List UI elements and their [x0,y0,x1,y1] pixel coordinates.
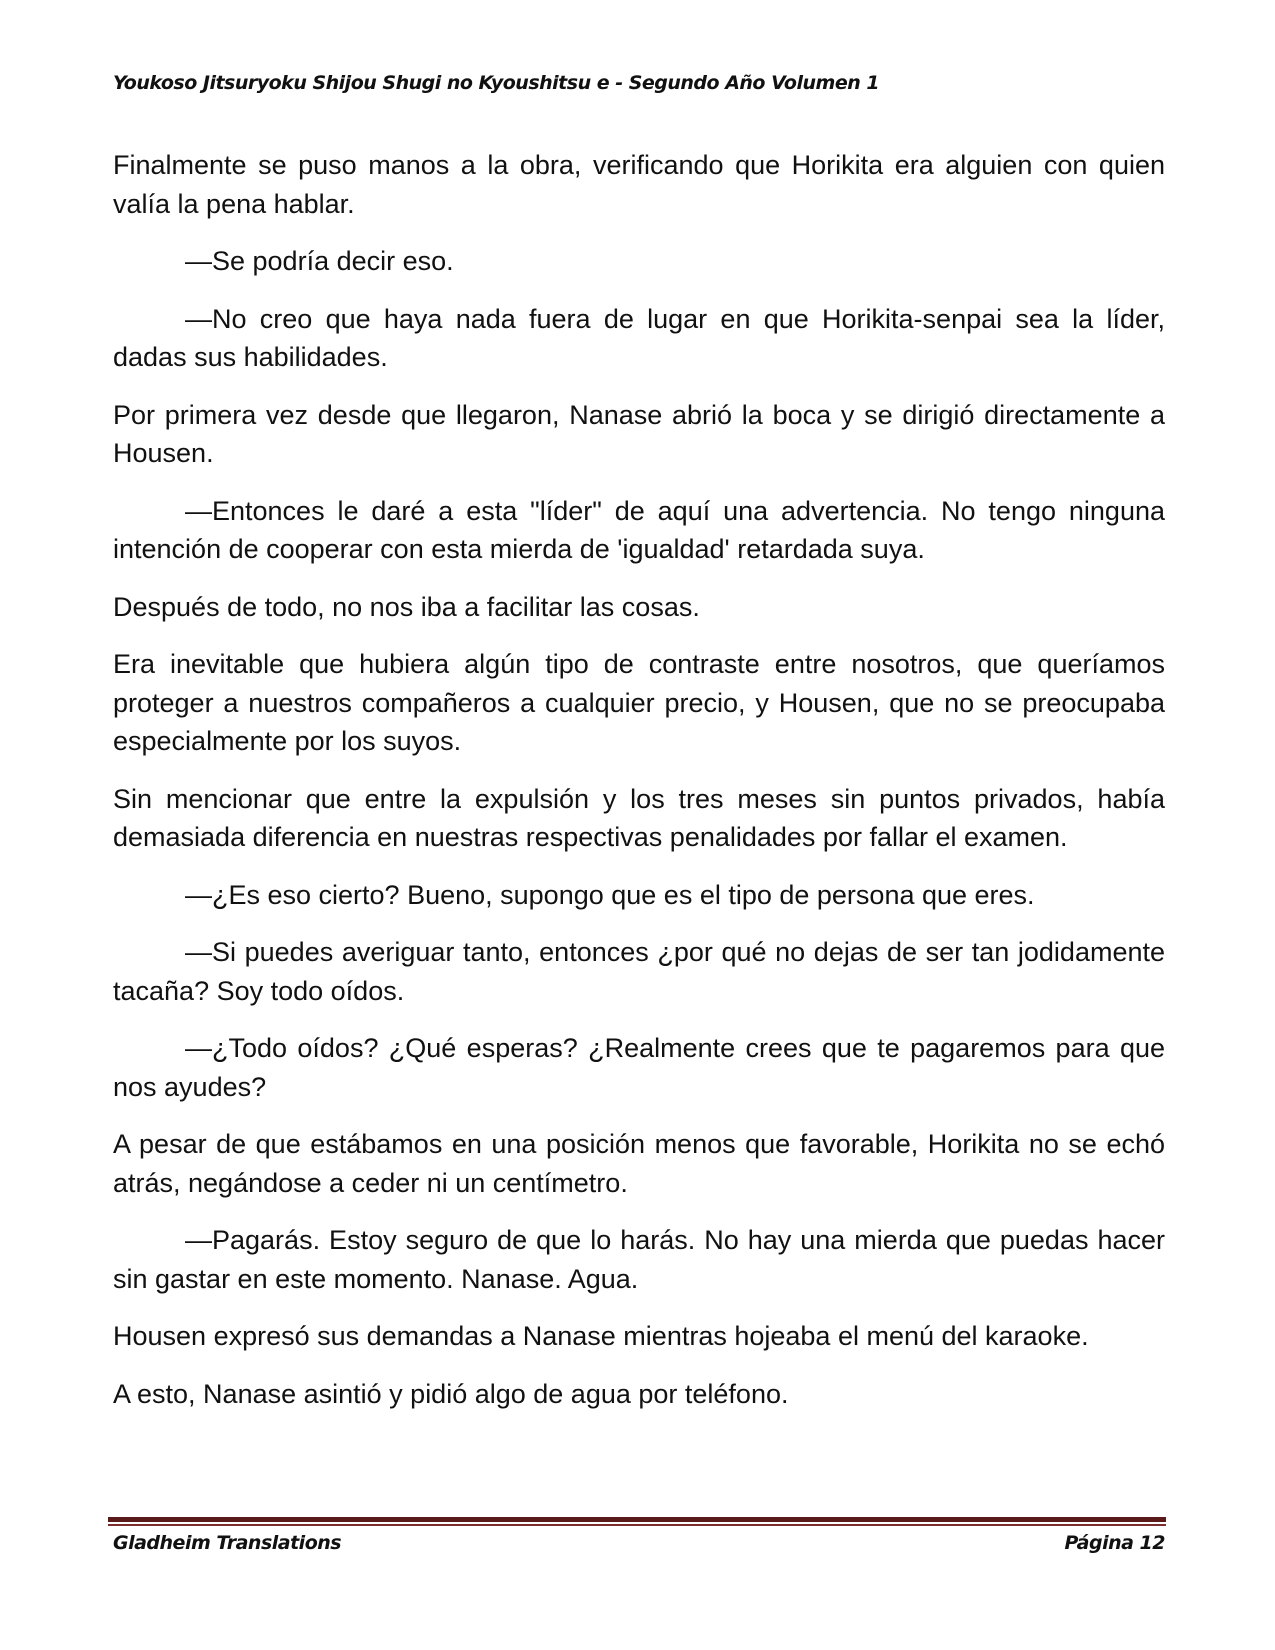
narration-paragraph: A esto, Nanase asintió y pidió algo de agua por teléfono. [113,1378,789,1409]
narration-paragraph: Finalmente se puso manos a la obra, verificando que Horikita era alguien con quien valía la pena hablar. [113,150,1165,219]
narration-paragraph: Después de todo, no nos iba a facilitar las cosas. [113,591,700,622]
dialogue-paragraph: —¿Es eso cierto? Bueno, supongo que es el tipo de persona que eres. [185,879,1035,910]
narration-paragraph: Sin mencionar que entre la expulsión y los tres meses sin puntos privados, había demasiada diferencia en nuestras respectivas penalidades por fallar el examen. [113,783,1165,852]
dialogue-paragraph: —Entonces le daré a esta "líder" de aquí una advertencia. No tengo ninguna intención de cooperar con esta mierda de 'igualdad' retardada suya. [113,495,1165,564]
footer-rule-thick [108,1517,1166,1522]
narration-paragraph: Por primera vez desde que llegaron, Nanase abrió la boca y se dirigió directamente a Housen. [113,399,1165,468]
body-text [113,146,1165,1432]
dialogue-paragraph: —Se podría decir eso. [185,246,454,276]
narration-paragraph: A pesar de que estábamos en una posición menos que favorable, Horikita no se echó atrás, negándose a ceder ni un centímetro. [113,1129,1165,1198]
dialogue-paragraph: —Pagarás. Estoy seguro de que lo harás. No hay una mierda que puedas hacer sin gastar en este momento. Nanase. Agua. [113,1225,1165,1294]
footer-rule-thin [108,1524,1166,1526]
footer-publisher: Gladheim Translations [113,1532,342,1554]
running-header: Youkoso Jitsuryoku Shijou Shugi no Kyoushitsu e - Segundo Año Volumen 1 [113,72,880,94]
narration-paragraph: Era inevitable que hubiera algún tipo de contraste entre nosotros, que queríamos proteger a nuestros compañeros a cualquier precio, y Housen, que no se preocupaba especialmente por los suyos. [113,649,1165,756]
dialogue-paragraph: —No creo que haya nada fuera de lugar en que Horikita-senpai sea la líder, dadas sus habilidades. [113,303,1165,372]
narration-paragraph: Housen expresó sus demandas a Nanase mientras hojeaba el menú del karaoke. [113,1321,1089,1351]
page-number: Página 12 [1064,1532,1165,1554]
dialogue-paragraph: —Si puedes averiguar tanto, entonces ¿por qué no dejas de ser tan jodidamente tacaña? Soy todo oídos. [113,937,1165,1006]
dialogue-paragraph: —¿Todo oídos? ¿Qué esperas? ¿Realmente crees que te pagaremos para que nos ayudes? [113,1033,1165,1102]
